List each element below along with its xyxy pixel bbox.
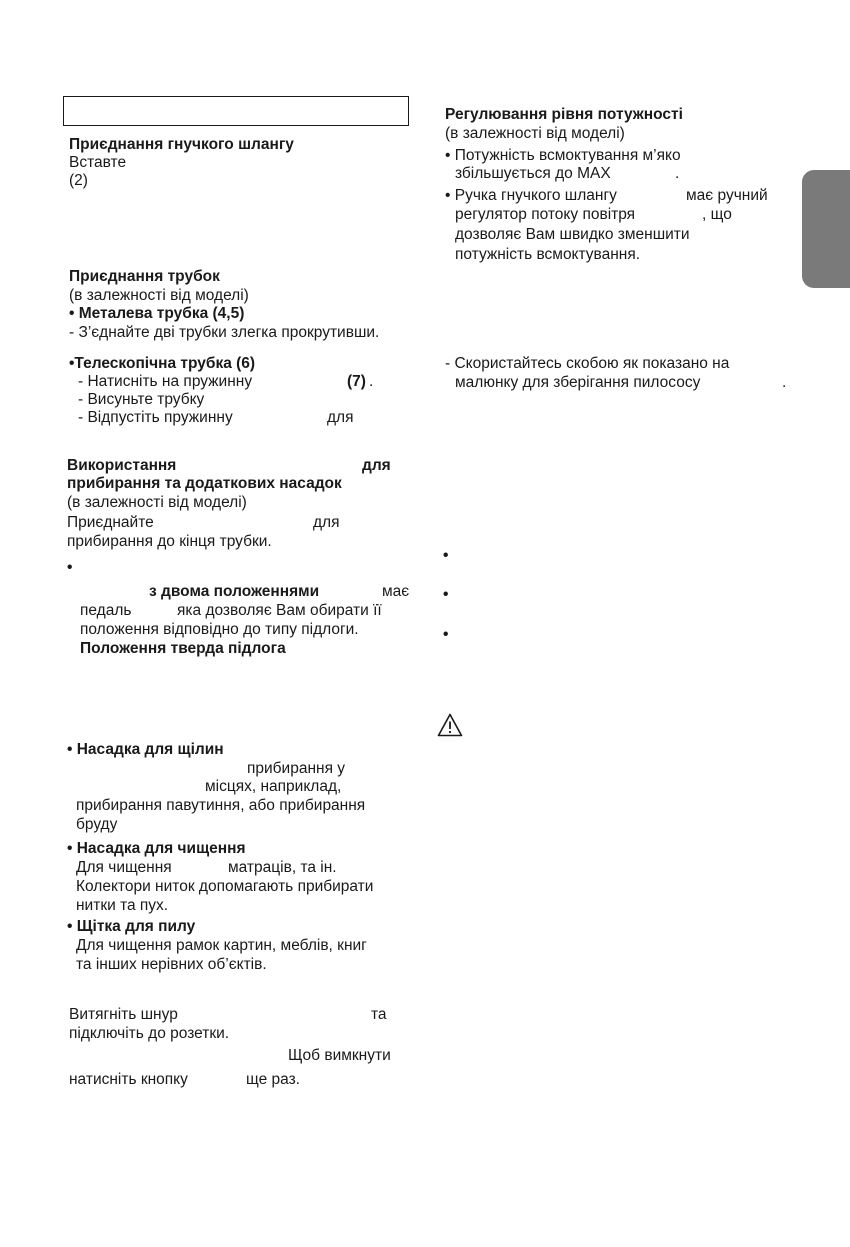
usage-bullet: •	[67, 559, 73, 576]
right-bullet-3: •	[443, 626, 449, 643]
usage-pedal-b: яка дозволяє Вам обирати її	[177, 602, 382, 619]
usage-positions-bold: з двома положеннями	[149, 583, 320, 600]
cleaning-nozzle-title: • Насадка для чищення	[67, 840, 246, 857]
power-line-4b: ще раз.	[246, 1071, 300, 1088]
dust-brush-line-1: Для чищення рамок картин, меблів, книг	[76, 937, 367, 954]
usage-title-a: Використання	[67, 457, 177, 474]
telescopic-step-1: - Натисніть на пружинну	[78, 373, 253, 390]
usage-positions-end: має	[382, 583, 410, 600]
power-level-b2d: потужність всмоктування.	[455, 246, 641, 263]
power-line-3: Щоб вимкнути	[288, 1047, 391, 1064]
storage-line-1: - Скористайтесь скобою як показано на	[445, 355, 730, 372]
usage-model-note: (в залежності від моделі)	[67, 494, 247, 511]
storage-line-2-end: .	[782, 374, 787, 391]
telescopic-step-1-end: .	[369, 373, 374, 390]
power-level-b1c: .	[675, 165, 680, 182]
cleaning-line-3: нитки та пух.	[76, 897, 169, 914]
power-line-2: підключіть до розетки.	[69, 1025, 230, 1042]
crevice-line-1: прибирання у	[247, 760, 346, 777]
power-level-b2b: регулятор потоку повітря	[455, 206, 636, 223]
hard-floor-position: Положення тверда підлога	[80, 640, 286, 657]
telescopic-step-1-ref: (7)	[347, 373, 366, 390]
dust-brush-title: • Щітка для пилу	[67, 918, 196, 935]
usage-pedal-a: педаль	[80, 602, 132, 619]
storage-line-2: малюнку для зберігання пилососу	[455, 374, 701, 391]
power-level-b2b-end: , що	[702, 206, 732, 223]
power-line-1b: та	[371, 1006, 387, 1023]
crevice-line-3: прибирання павутиння, або прибирання	[76, 797, 366, 814]
power-level-b1b: збільшується до MAX	[455, 165, 611, 182]
telescopic-step-2: - Висуньте трубку	[78, 391, 205, 408]
telescopic-step-3: - Відпустіть пружинну	[78, 409, 233, 426]
cleaning-line-1a: Для чищення	[76, 859, 172, 876]
usage-line-1: Приєднайте	[67, 514, 154, 531]
section-header-box	[63, 96, 409, 126]
cleaning-line-1b: матраців, та ін.	[228, 859, 337, 876]
warning-triangle-icon	[437, 713, 463, 737]
dust-brush-line-2: та інших нерівних об’єктів.	[76, 956, 267, 973]
right-bullet-2: •	[443, 586, 449, 603]
telescopic-step-3-end: для	[327, 409, 354, 426]
language-side-tab	[802, 170, 850, 288]
crevice-line-4: бруду	[76, 816, 118, 833]
hose-title: Приєднання гнучкого шлангу	[69, 136, 294, 153]
metal-tube-title: • Металева трубка (4,5)	[69, 305, 245, 322]
hose-line-2: (2)	[69, 172, 88, 189]
power-level-b2a: • Ручка гнучкого шлангу	[445, 187, 617, 204]
power-line-1a: Витягніть шнур	[69, 1006, 178, 1023]
power-level-model-note: (в залежності від моделі)	[445, 125, 625, 142]
tubes-model-note: (в залежності від моделі)	[69, 287, 249, 304]
metal-tube-text: - З’єднайте дві трубки злегка прокрутивши.	[69, 324, 380, 341]
usage-title-b: прибирання та додаткових насадок	[67, 475, 342, 492]
power-line-4a: натисніть кнопку	[69, 1071, 188, 1088]
usage-title-a-end: для	[362, 457, 391, 474]
right-bullet-1: •	[443, 547, 449, 564]
usage-pedal-c: положення відповідно до типу підлоги.	[80, 621, 359, 638]
cleaning-line-2: Колектори ниток допомагають прибирати	[76, 878, 374, 895]
power-level-b1a: • Потужність всмоктування м’яко	[445, 147, 681, 164]
crevice-title: • Насадка для щілин	[67, 741, 224, 758]
hose-line-1: Вставте	[69, 154, 127, 171]
telescopic-tube-title: •Телескопічна трубка (6)	[69, 355, 256, 372]
crevice-line-2: місцях, наприклад,	[205, 778, 342, 795]
power-level-b2c: дозволяє Вам швидко зменшити	[455, 226, 690, 243]
tubes-title: Приєднання трубок	[69, 268, 220, 285]
usage-line-2: прибирання до кінця трубки.	[67, 533, 272, 550]
power-level-b2a-end: має ручний	[686, 187, 768, 204]
power-level-title: Регулювання рівня потужності	[445, 106, 683, 123]
usage-line-1-end: для	[313, 514, 340, 531]
